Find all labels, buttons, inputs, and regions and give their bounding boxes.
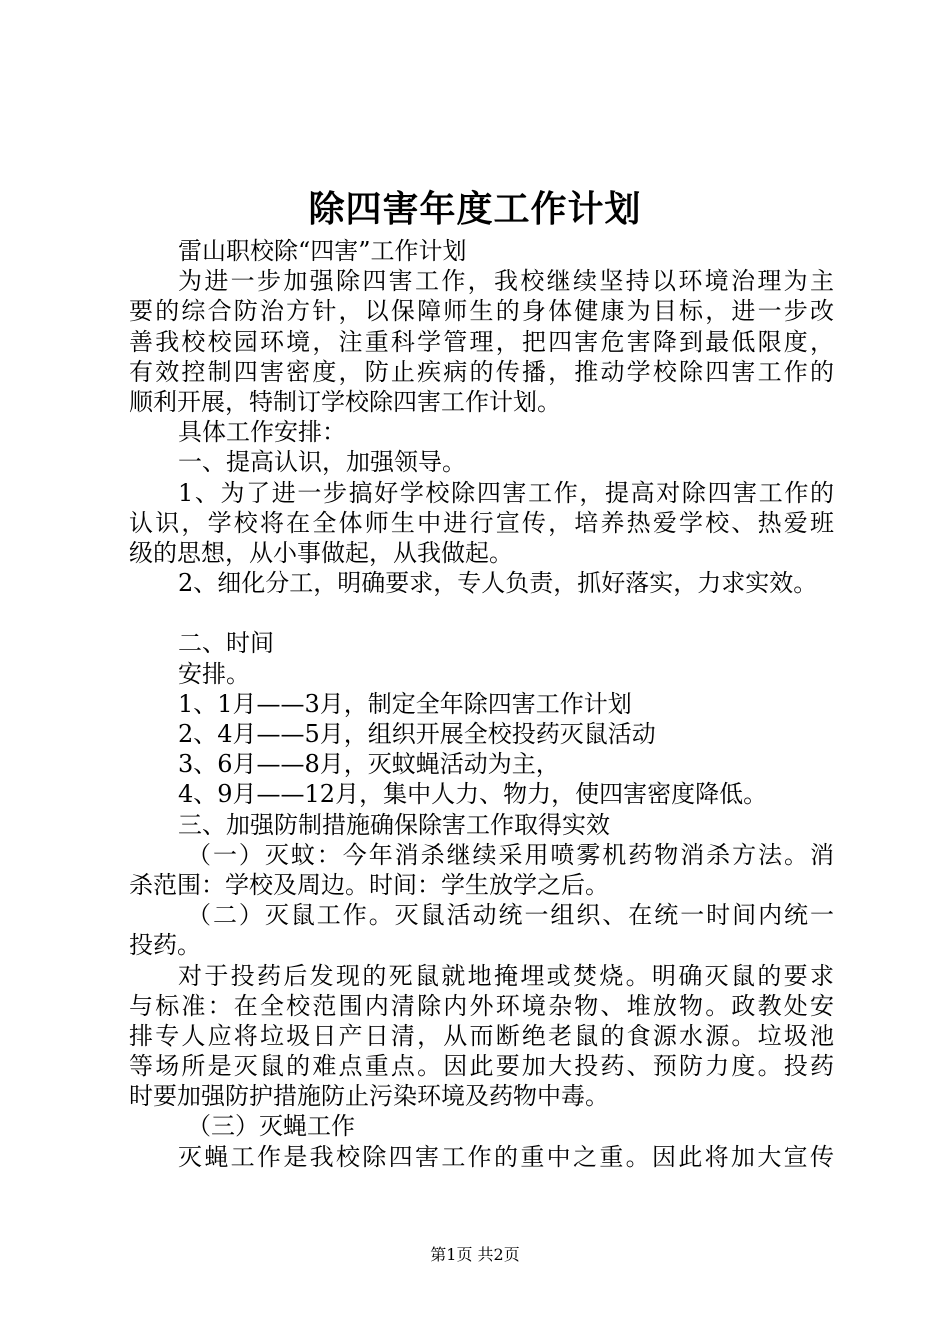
paragraph-line: 二、时间 — [178, 629, 274, 658]
paragraph-line: 为进一步加强除四害工作，我校继续坚持以环境治理为主 — [178, 267, 834, 296]
paragraph-line: 具体工作安排： — [178, 418, 346, 447]
paragraph-line: 2、4月——5月，组织开展全校投药灭鼠活动 — [178, 720, 656, 748]
paragraph-line: 顺利开展，特制订学校除四害工作计划。 — [129, 387, 561, 416]
paragraph-line: 级的思想，从小事做起，从我做起。 — [129, 538, 513, 567]
paragraph-line: 一、提高认识，加强领导。 — [178, 448, 466, 477]
paragraph-line: 要的综合防治方针，以保障师生的身体健康为目标，进一步改 — [129, 297, 834, 326]
paragraph-line: 灭蝇工作是我校除四害工作的重中之重。因此将加大宣传 — [178, 1142, 834, 1171]
paragraph-line: 对于投药后发现的死鼠就地掩埋或焚烧。明确灭鼠的要求 — [178, 961, 834, 990]
paragraph-line: 1、1月——3月，制定全年除四害工作计划 — [178, 689, 632, 718]
document-title: 除四害年度工作计划 — [308, 188, 642, 230]
paragraph-line: 雷山职校除“四害”工作计划 — [178, 237, 467, 265]
paragraph-line: （二）灭鼠工作。灭鼠活动统一组织、在统一时间内统一 — [187, 901, 834, 930]
paragraph-line: 杀范围：学校及周边。时间：学生放学之后。 — [129, 870, 609, 899]
paragraph-line: （一）灭蚊：今年消杀继续采用喷雾机药物消杀方法。消 — [187, 840, 834, 869]
paragraph-line: 3、6月——8月，灭蚊蝇活动为主， — [178, 750, 560, 779]
blank-line — [129, 598, 834, 628]
page-footer: 第1页 共2页 — [430, 1245, 520, 1264]
paragraph-line: 三、加强防制措施确保除害工作取得实效 — [178, 810, 610, 839]
paragraph-line: 排专人应将垃圾日产日清，从而断绝老鼠的食源水源。垃圾池 — [129, 1021, 834, 1050]
paragraph-line: 2、细化分工，明确要求，专人负责，抓好落实，力求实效。 — [178, 569, 818, 598]
paragraph-line: 与标准：在全校范围内清除内外环境杂物、堆放物。政教处安 — [129, 991, 834, 1020]
paragraph-line: 善我校校园环境，注重科学管理，把四害危害降到最低限度， — [129, 327, 834, 356]
document-body — [129, 236, 834, 1172]
paragraph-line: 时要加强防护措施防止污染环境及药物中毒。 — [129, 1082, 609, 1111]
paragraph-line: 有效控制四害密度，防止疾病的传播，推动学校除四害工作的 — [129, 357, 834, 386]
paragraph-line: 4、9月——12月，集中人力、物力，使四害密度降低。 — [178, 780, 768, 809]
paragraph-line: 等场所是灭鼠的难点重点。因此要加大投药、预防力度。投药 — [129, 1052, 834, 1081]
paragraph-line: 投药。 — [129, 931, 201, 960]
paragraph-line: 认识，学校将在全体师生中进行宣传，培养热爱学校、热爱班 — [129, 508, 834, 537]
paragraph-line: 1、为了进一步搞好学校除四害工作，提高对除四害工作的 — [178, 478, 834, 507]
paragraph-line: 安排。 — [178, 659, 250, 688]
paragraph-line: （三）灭蝇工作 — [187, 1112, 355, 1141]
